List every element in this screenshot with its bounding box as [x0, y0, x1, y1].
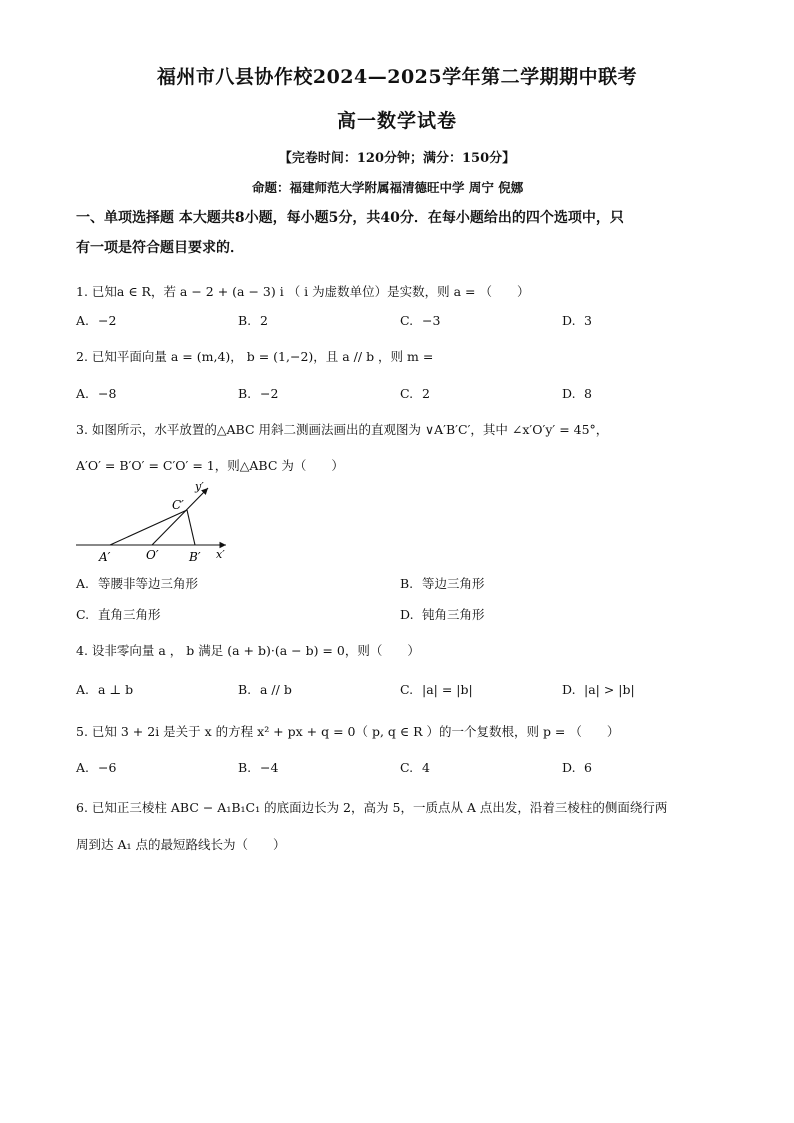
- q3-option-b[interactable]: B. 等边三角形: [400, 576, 485, 591]
- question-3-stem-line2: A′O′ = B′O′ = C′O′ = 1，则△ABC 为（ ）: [76, 458, 344, 473]
- question-5-stem: 5. 已知 3 + 2i 是关于 x 的方程 x² + px + q = 0（ p, q ∈ R ）的一个复数根，则 p = （ ）: [76, 724, 620, 739]
- q5-option-c[interactable]: C. 4: [400, 760, 430, 775]
- q2-option-b[interactable]: B. −2: [238, 386, 279, 401]
- question-2-stem: 2. 已知平面向量 a = (m,4)， b = (1,−2)，且 a // b ，则 m =: [76, 349, 434, 364]
- label-b-prime: B′: [189, 550, 201, 564]
- label-x-prime: x′: [216, 548, 225, 561]
- label-c-prime: C′: [172, 498, 184, 512]
- y-axis-line: [152, 488, 208, 545]
- q2-option-d[interactable]: D. 8: [562, 386, 592, 401]
- q2-option-a[interactable]: A. −8: [76, 386, 117, 401]
- q1-option-d[interactable]: D. 3: [562, 313, 592, 328]
- segment-a-c: [110, 510, 187, 545]
- label-o-prime: O′: [146, 548, 159, 562]
- q4-option-c[interactable]: C. |a| = |b|: [400, 682, 473, 697]
- time-info: 【完卷时间：120分钟；满分：150分】: [278, 151, 516, 166]
- q2-option-c[interactable]: C. 2: [400, 386, 430, 401]
- label-y-prime: y′: [195, 480, 204, 493]
- exam-title: 福州市八县协作校2024—2025学年第二学期期中联考: [156, 66, 638, 88]
- q3-option-d[interactable]: D. 钝角三角形: [400, 607, 485, 622]
- section-heading-line2: 有一项是符合题目要求的．: [76, 240, 244, 256]
- question-6-stem-line2: 周到达 A₁ 点的最短路线长为（ ）: [76, 837, 286, 852]
- q1-option-a[interactable]: A. −2: [76, 313, 117, 328]
- question-4-stem: 4. 设非零向量 a ， b 满足 (a + b)·(a − b) = 0，则（ ）: [76, 643, 420, 658]
- question-6-stem-line1: 6. 已知正三棱柱 ABC − A₁B₁C₁ 的底面边长为 2，高为 5，一质点从 A 点出发，沿着三棱柱的侧面绕行两: [76, 800, 668, 815]
- author-line: 命题：福建师范大学附属福清德旺中学 周宁 倪娜: [252, 180, 524, 195]
- exam-subtitle: 高一数学试卷: [336, 110, 457, 132]
- question-3-stem-line1: 3. 如图所示，水平放置的△ABC 用斜二测画法画出的直观图为 ∨A′B′C′，其中 ∠x′O′y′ = 45°，: [76, 422, 609, 437]
- segment-c-b: [187, 510, 195, 545]
- q5-option-a[interactable]: A. −6: [76, 760, 117, 775]
- q4-option-d[interactable]: D. |a| > |b|: [562, 682, 635, 697]
- oblique-projection-figure: [76, 478, 236, 570]
- question-1-stem: 1. 已知a ∈ R，若 a − 2 + (a − 3) i （ i 为虚数单位）是实数，则 a = （ ）: [76, 284, 530, 299]
- q4-option-a[interactable]: A. a ⊥ b: [76, 682, 134, 697]
- q3-option-c[interactable]: C. 直角三角形: [76, 607, 161, 622]
- section-heading-line1: 一、单项选择题 本大题共8小题，每小题5分，共40分．在每小题给出的四个选项中，只: [76, 210, 624, 226]
- q3-option-a[interactable]: A. 等腰非等边三角形: [76, 576, 199, 591]
- q1-option-c[interactable]: C. −3: [400, 313, 441, 328]
- label-a-prime: A′: [99, 550, 111, 564]
- q4-option-b[interactable]: B. a // b: [238, 682, 292, 697]
- q5-option-d[interactable]: D. 6: [562, 760, 592, 775]
- q1-option-b[interactable]: B. 2: [238, 313, 268, 328]
- q5-option-b[interactable]: B. −4: [238, 760, 279, 775]
